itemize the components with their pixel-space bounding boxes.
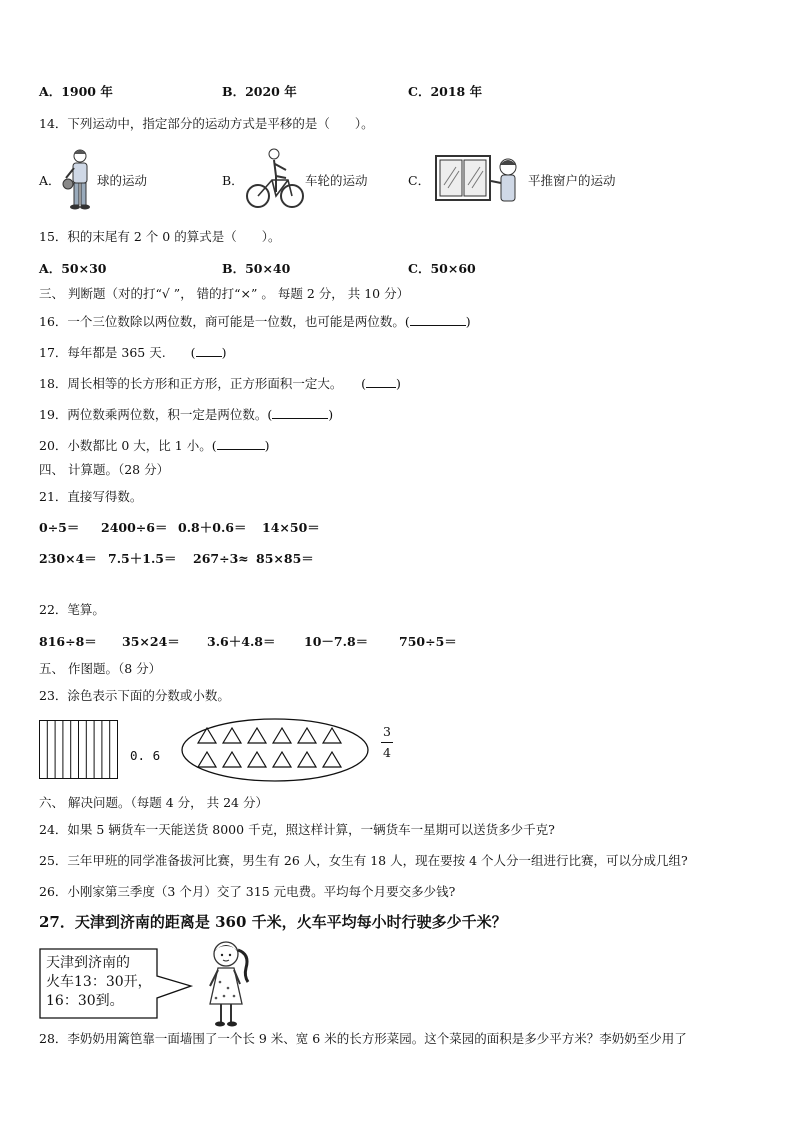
ten-strip-rectangle: [39, 720, 119, 780]
judge-17-close: ): [221, 345, 227, 360]
section-6-heading: 六、 解决问题。（每题 4 分， 共 24 分）: [39, 795, 268, 810]
q23-stem: 23．涂色表示下面的分数或小数。: [39, 688, 230, 703]
judge-20: [39, 437, 269, 454]
q27-bubble-line-3: 16：30到。: [46, 993, 124, 1009]
girl-picture: [196, 938, 258, 1028]
q14-option-c-letter: C．: [408, 173, 431, 188]
triangles-oval: [180, 717, 370, 783]
section-5-heading: 五、 作图题。（8 分）: [39, 661, 162, 676]
section-3-heading: 三、 判断题（对的打“√ ”， 错的打“×” 。 每题 2 分， 共 10 分）: [39, 286, 410, 301]
judge-20-blank[interactable]: [217, 437, 265, 450]
q23-fraction-numerator: 3: [383, 724, 391, 739]
judge-19: [39, 406, 333, 423]
q26-text: 26．小刚家第三季度（3 个月）交了 315 元电费。平均每个月要交多少钱?: [39, 884, 456, 899]
judge-20-close: ): [264, 438, 270, 453]
q15-stem: 15．积的末尾有 2 个 0 的算式是（ ）。: [39, 229, 281, 244]
judge-16-blank[interactable]: [410, 313, 466, 326]
boy-bouncing-ball-picture: [60, 148, 96, 210]
q24-text: 24．如果 5 辆货车一天能送货 8000 千克，照这样计算，一辆货车一星期可以送货多少千克?: [39, 822, 555, 837]
q15-option-a: A．50×30: [39, 261, 107, 276]
q14-option-a-letter: A．: [39, 173, 61, 188]
q14-stem: 14．下列运动中，指定部分的运动方式是平移的是（ ）。: [39, 116, 374, 131]
q15-option-b: B．50×40: [222, 261, 291, 276]
q22-stem: 22．笔算。: [39, 602, 105, 617]
q21-item: 14×50＝: [262, 520, 320, 535]
judge-17: [39, 344, 226, 361]
q21-item: 7.5＋1.5＝: [108, 551, 177, 566]
q14-option-b-text: 车轮的运动: [305, 173, 368, 188]
q28-text: 28．李奶奶用篱笆靠一面墙围了一个长 9 米、宽 6 米的长方形菜园。这个菜园的面积是多少平方米？李奶奶至少用了: [39, 1031, 687, 1046]
q13-option-b: B．2020 年: [222, 84, 297, 99]
q22-item: 10－7.8＝: [304, 634, 369, 649]
judge-18-close: ): [396, 376, 401, 391]
q21-stem: 21．直接写得数。: [39, 489, 143, 504]
judge-19-blank[interactable]: [272, 406, 328, 419]
q27-bubble-line-2: 火车13：30开，: [46, 974, 152, 990]
judge-16-close: ): [465, 314, 471, 329]
judge-18-blank[interactable]: [366, 375, 396, 388]
q25-text: 25．三年甲班的同学准备拔河比赛，男生有 26 人，女生有 18 人，现在要按 4 个人分一组进行比赛，可以分成几组?: [39, 853, 688, 868]
q21-item: 267÷3≈: [193, 551, 249, 566]
judge-18-text: 18．周长相等的长方形和正方形，正方形面积一定大。 (: [39, 376, 367, 391]
q21-item: 2400÷6＝: [101, 520, 168, 535]
q14-option-b-letter: B．: [222, 173, 244, 188]
section-4-heading: 四、 计算题。（28 分）: [39, 462, 170, 477]
q14-option-a-text: 球的运动: [97, 173, 148, 188]
q22-item: 750÷5＝: [399, 634, 457, 649]
q27-stem: 27．天津到济南的距离是 360 千米，火车平均每小时行驶多少千米？: [39, 913, 507, 931]
q21-item: 0.8＋0.6＝: [178, 520, 247, 535]
q13-option-a: A．1900 年: [39, 84, 113, 99]
judge-19-text: 19．两位数乘两位数，积一定是两位数。(: [39, 407, 273, 422]
q21-item: 0÷5＝: [39, 520, 80, 535]
q22-item: 816÷8＝: [39, 634, 97, 649]
q14-option-c-text: 平推窗户的运动: [528, 173, 616, 188]
q15-option-c: C．50×60: [408, 261, 476, 276]
q13-option-c: C．2018 年: [408, 84, 483, 99]
judge-20-text: 20．小数都比 0 大，比 1 小。(: [39, 438, 217, 453]
q21-item: 230×4＝: [39, 551, 97, 566]
q23-fraction-denominator: 4: [383, 745, 391, 760]
q22-item: 3.6＋4.8＝: [207, 634, 276, 649]
judge-17-text: 17．每年都是 365 天. (: [39, 345, 196, 360]
judge-18: [39, 375, 401, 392]
sliding-window-picture: [435, 155, 527, 205]
judge-16-text: 16．一个三位数除以两位数，商可能是一位数，也可能是两位数。(: [39, 314, 410, 329]
q23-decimal-label: 0. 6: [130, 748, 161, 763]
judge-16: [39, 313, 471, 330]
bicycle-rider-picture: [246, 148, 304, 210]
q21-item: 85×85＝: [256, 551, 314, 566]
judge-17-blank[interactable]: [196, 344, 222, 357]
judge-19-close: ): [328, 407, 334, 422]
q22-item: 35×24＝: [122, 634, 180, 649]
q23-fraction-bar: [381, 742, 393, 743]
q27-bubble-line-1: 天津到济南的: [46, 955, 130, 971]
